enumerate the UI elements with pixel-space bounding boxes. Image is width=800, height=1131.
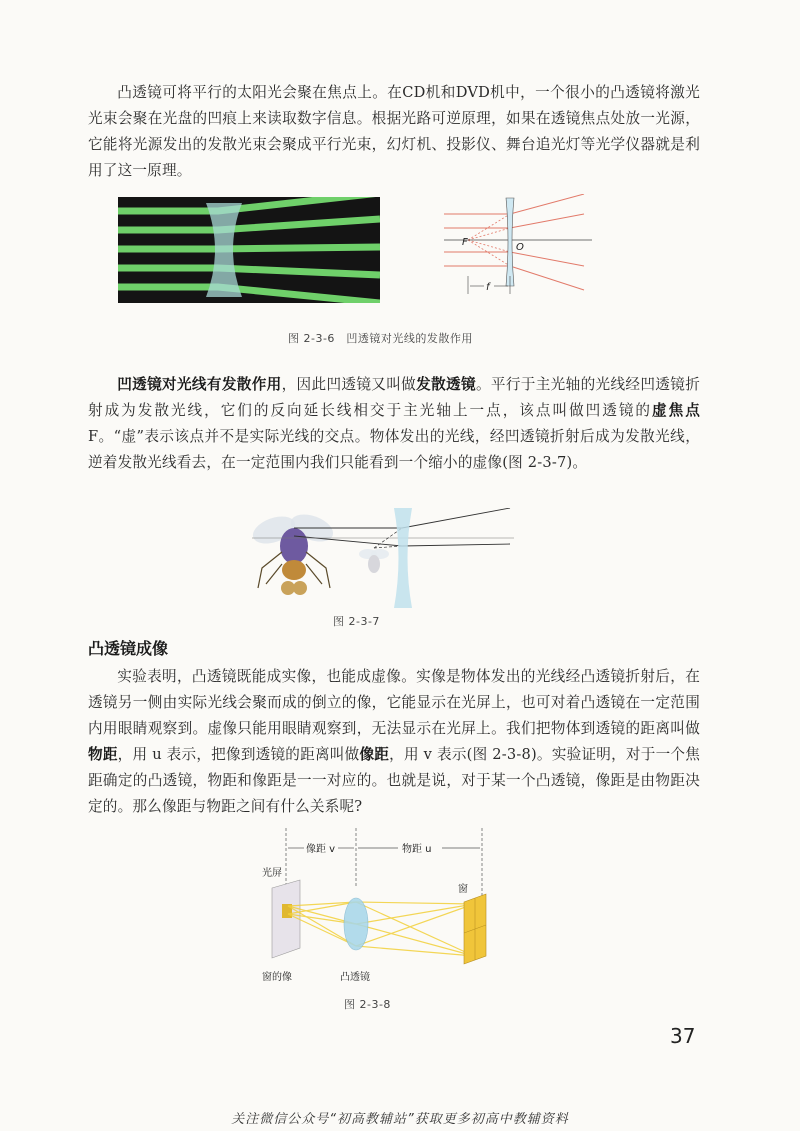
convex-lens-label: 凸透镜 — [340, 972, 370, 983]
bold-term-diverging-lens: 发散透镜 — [416, 376, 476, 393]
concave-lens-beam-photo — [118, 197, 380, 303]
bold-term-virtual-focus: 虚焦点 — [652, 402, 700, 419]
focal-length-label-f: f — [486, 282, 490, 293]
bold-term-image-distance: 像距 — [359, 746, 390, 763]
fly-virtual-image-figure — [252, 508, 514, 608]
concave-lens-ray-diagram — [444, 194, 594, 298]
object-distance-label: 物距 u — [402, 844, 432, 855]
intro-paragraph: 凸透镜可将平行的太阳光会聚在焦点上。在CD机和DVD机中，一个很小的凸透镜将激光光束会聚在光盘的凹痕上来读取数字信息。根据光路可逆原理，如果在透镜焦点处放一光源，它能将光源发出的发散光束会聚成平行光束，幻灯机、投影仪、舞台追光灯等光学仪器就是利用了这一原理。 — [88, 84, 700, 179]
figure-2-3-6-caption: 图 2-3-6 凹透镜对光线的发散作用 — [288, 332, 473, 345]
focus-label-F: F — [462, 237, 468, 248]
window-image-label: 窗的像 — [262, 972, 292, 983]
page-number: 37 — [670, 1024, 696, 1048]
figure-2-3-7-caption: 图 2-3-7 — [333, 615, 380, 628]
optical-center-label-O: O — [516, 242, 524, 253]
section-heading: 凸透镜成像 — [88, 639, 169, 658]
footer-promo: 关注微信公众号“初高教辅站”获取更多初高中教辅资料 — [231, 1112, 569, 1127]
concave-lens-paragraph: 凹透镜对光线有发散作用，因此凹透镜又叫做发散透镜。平行于主光轴的光线经凹透镜折射成为发散光线，它们的反向延长线相交于主光轴上一点，该点叫做凹透镜的虚焦点 F。“虚”表示该点并不是实际光线的交点。物体发出的光线，经凹透镜折射后成为发散光线，逆着发散光线看去，在一定范围内我们只能看到一个缩小的虚像(图 2-3-7)。 — [88, 376, 700, 471]
bold-term-diverging-effect: 凹透镜对光线有发散作用 — [117, 376, 282, 393]
figure-2-3-8-caption: 图 2-3-8 — [344, 998, 391, 1011]
bold-term-object-distance: 物距 — [88, 746, 118, 763]
convex-lens-imaging-paragraph: 实验表明，凸透镜既能成实像，也能成虚像。实像是物体发出的光线经凸透镜折射后，在透镜另一侧由实际光线会聚而成的倒立的像，它能显示在光屏上，也可对着凸透镜在一定范围内用眼睛观察到。虚像只能用眼睛观察到，无法显示在光屏上。我们把物体到透镜的距离叫做物距，用 u 表示，把像到透镜的距离叫做像距，用 v 表示(图 2-3-8)。实验证明，对于一个焦距确定的凸透镜，物距和像距是一一对应的。也就是说，对于某一个凸透镜，像距是由物距决定的。那么像距与物距之间有什么关系呢? — [88, 668, 701, 815]
screen-label: 光屏 — [262, 868, 282, 879]
convex-lens-imaging-figure — [258, 828, 498, 988]
image-distance-label: 像距 v — [306, 844, 336, 855]
window-label: 窗 — [458, 884, 468, 895]
